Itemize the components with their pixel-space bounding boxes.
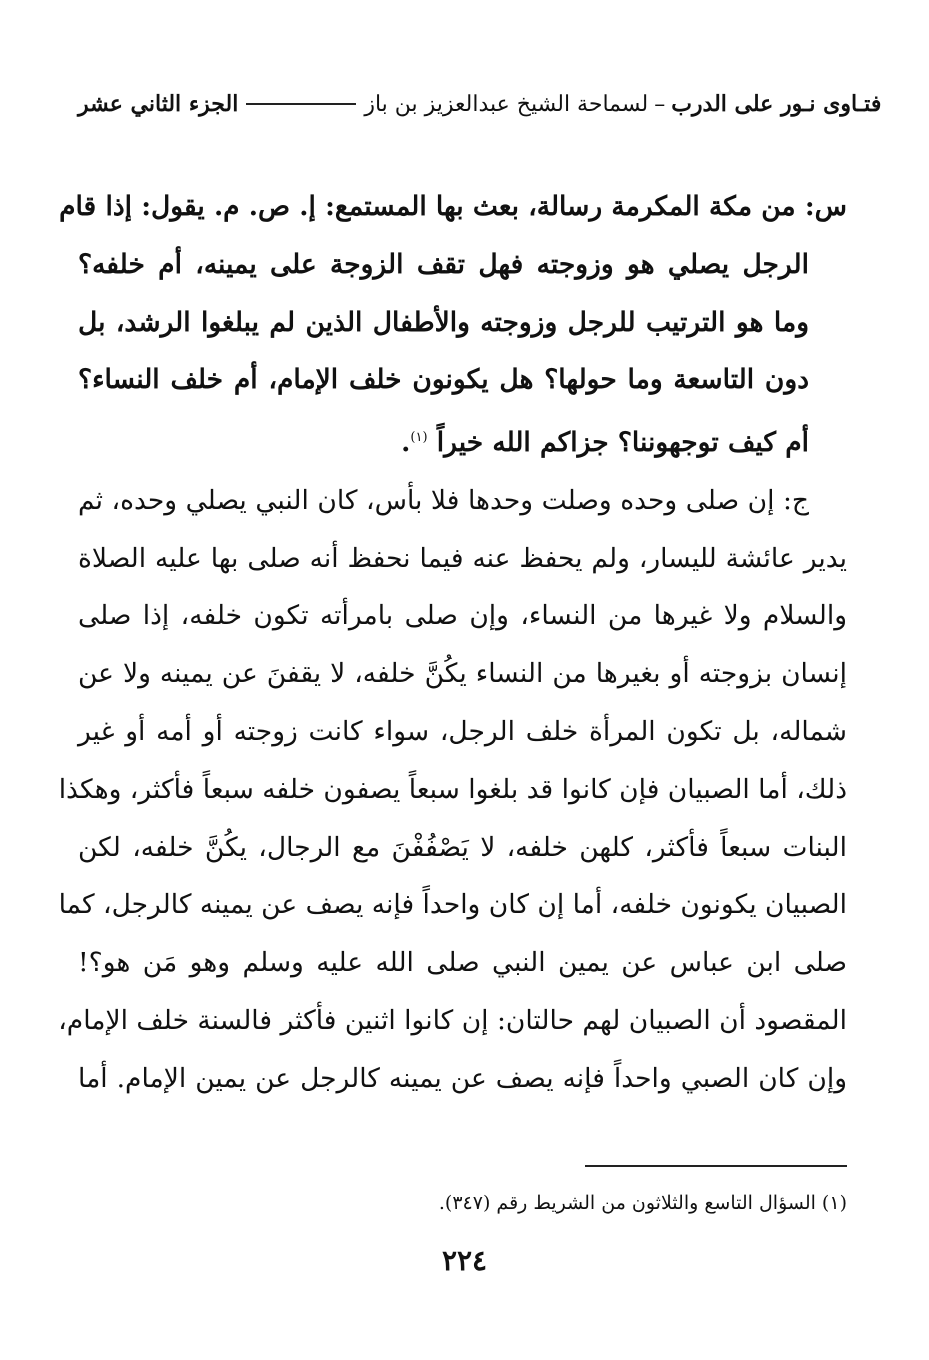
question-block: [59, 178, 847, 472]
answer-line: البنات سبعاً فأكثر، كلهن خلفه، لا يَصْفُفْنَ مع الرجال، يكُنَّ خلفه، لكن: [78, 831, 847, 863]
question-line: دون التاسعة وما حولها؟ هل يكونون خلف الإمام، أم خلف النساء؟: [78, 364, 809, 396]
question-line: س: من مكة المكرمة رسالة، بعث بها المستمع: إ. ص. م. يقول: إذا قام: [59, 191, 847, 222]
footnote: (١) السؤال التاسع والثلاثون من الشريط رقم (٣٤٧).: [438, 1192, 847, 1214]
footnote-ref: (١): [410, 430, 428, 446]
answer-line: وإن كان الصبي واحداً فإنه يصف عن يمينه كالرجل عن يمين الإمام. أما: [78, 1062, 847, 1094]
running-header: [78, 84, 882, 124]
main-text: [58, 178, 847, 1108]
author-name: لسماحة الشيخ عبدالعزيز بن باز: [364, 91, 649, 117]
answer-line: الصبيان يكونون خلفه، أما إن كان واحداً فإنه يصف عن يمينه كالرجل، كما: [58, 889, 847, 921]
question-line: أم كيف توجهوننا؟ جزاكم الله خيراً: [436, 427, 809, 459]
answer-line: شماله، بل تكون المرأة خلف الرجل، سواء كانت زوجته أو أمه أو غير: [78, 716, 847, 747]
answer-line: إنسان بزوجته أو بغيرها من النساء يكُنَّ خلفه، لا يقفنَ عن يمينه ولا عن: [78, 658, 847, 690]
answer-line: يدير عائشة لليسار، ولم يحفظ عنه فيما نحفظ أنه صلى بها عليه الصلاة: [78, 542, 847, 574]
footnote-rule: [585, 1165, 847, 1167]
question-line: وما هو الترتيب للرجل وزوجته والأطفال الذين لم يبلغوا الرشد، بل: [78, 306, 809, 338]
answer-line: ذلك، أما الصبيان فإن كانوا قد بلغوا سبعاً يصفون خلفه سبعاً فأكثر، وهكذا: [58, 773, 847, 805]
answer-line: والسلام ولا غيرها من النساء، وإن صلى بامرأته تكون خلفه، إذا صلى: [78, 600, 847, 632]
answer-line: المقصود أن الصبيان لهم حالتان: إن كانوا اثنين فأكثر فالسنة خلف الإمام،: [58, 1004, 847, 1036]
part-label: الجزء الثاني عشر: [78, 91, 239, 117]
answer-block: [58, 472, 847, 1108]
answer-line: صلى ابن عباس عن يمين النبي صلى الله عليه وسلم وهو مَن هو؟!: [78, 947, 847, 979]
question-line: الرجل يصلي هو وزوجته فهل تقف الزوجة على يمينه، أم خلفه؟: [78, 248, 809, 280]
answer-line: ج: إن صلى وحده وصلت وحدها فلا بأس، كان النبي يصلي وحده، ثم: [78, 484, 809, 516]
book-title: فتـاوى نـور على الدرب: [671, 91, 882, 117]
question-last-line: أم كيف توجهوننا؟ جزاكم الله خيراً $^{(١)}$.: [401, 427, 809, 459]
header-dash: –: [654, 91, 666, 117]
header-rule: [246, 103, 356, 105]
page-number: ٢٢٤: [441, 1244, 488, 1277]
